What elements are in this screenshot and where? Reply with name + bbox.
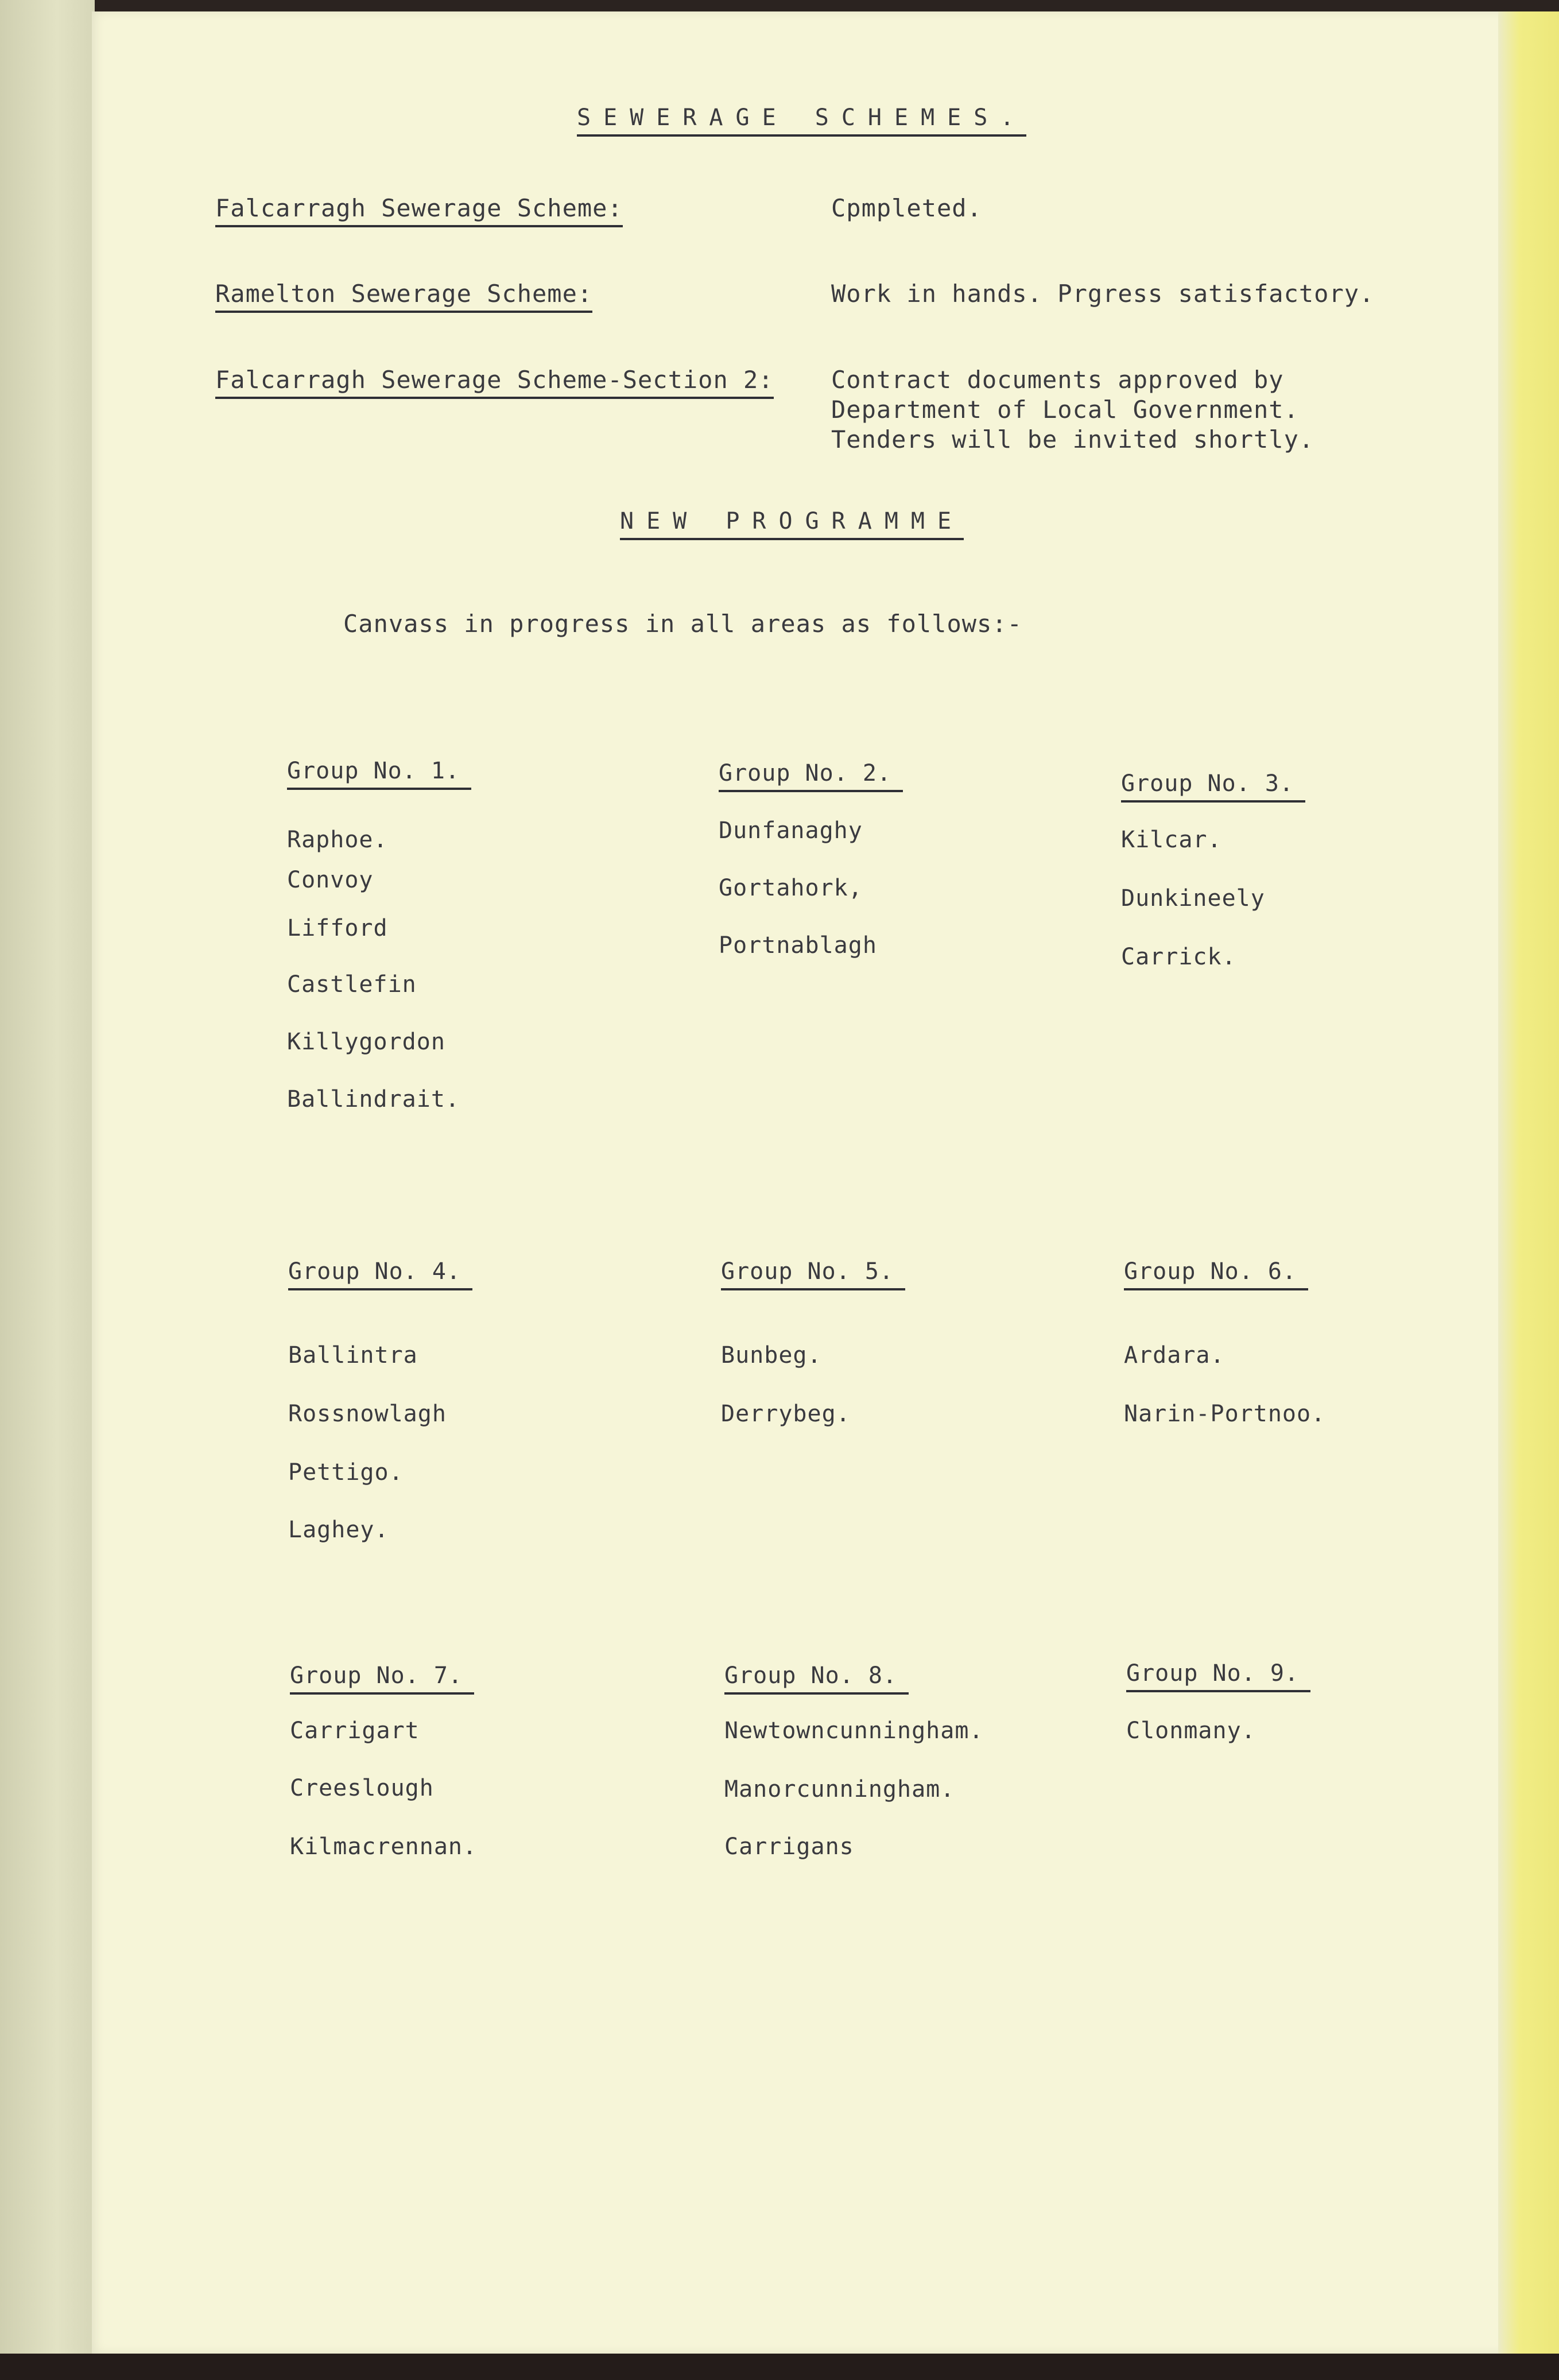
group-title-6: Group No. 6.	[1124, 1257, 1308, 1290]
place: Castlefin	[287, 971, 417, 998]
place: Pettigo.	[288, 1459, 404, 1486]
place: Derrybeg.	[721, 1401, 851, 1427]
sewerage-heading: SEWERAGE SCHEMES.	[577, 103, 1026, 137]
page-edge-right	[1498, 11, 1559, 2354]
scheme-name-3: Falcarragh Sewerage Scheme-Section 2:	[215, 366, 774, 399]
place: Rossnowlagh	[288, 1401, 447, 1427]
group-title-3: Group No. 3.	[1121, 769, 1305, 803]
place: Killygordon	[287, 1029, 445, 1055]
scheme-status-2: Work in hands. Prgress satisfactory.	[831, 280, 1375, 308]
place: Lifford	[287, 915, 388, 941]
place: Newtowncunningham.	[724, 1718, 984, 1744]
group-title-7: Group No. 7.	[290, 1661, 474, 1695]
group-title-1: Group No. 1.	[287, 757, 471, 790]
document-page	[92, 11, 1515, 2354]
programme-heading: NEW PROGRAMME	[620, 507, 964, 540]
place: Convoy	[287, 867, 374, 893]
place: Kilcar.	[1121, 827, 1222, 853]
place: Laghey.	[288, 1517, 389, 1543]
place: Bunbeg.	[721, 1342, 822, 1369]
programme-intro: Canvass in progress in all areas as follows:-	[343, 610, 1022, 638]
group-title-5: Group No. 5.	[721, 1257, 905, 1290]
place: Ardara.	[1124, 1342, 1225, 1369]
place: Carrigart	[290, 1718, 420, 1744]
place: Portnablagh	[719, 932, 877, 959]
scheme-status-1: Cpmpleted.	[831, 194, 982, 222]
group-title-8: Group No. 8.	[724, 1661, 909, 1695]
place: Dunfanaghy	[719, 817, 863, 844]
place: Carrick.	[1121, 944, 1236, 970]
scheme-status-3	[831, 366, 1314, 455]
scheme-name-2: Ramelton Sewerage Scheme:	[215, 280, 592, 313]
place: Creeslough	[290, 1775, 434, 1801]
place: Clonmany.	[1126, 1718, 1256, 1744]
scan-border-bottom	[0, 2354, 1559, 2380]
place: Gortahork,	[719, 875, 863, 901]
status-line: Contract documents approved by	[831, 366, 1284, 394]
place: Narin-Portnoo.	[1124, 1401, 1326, 1427]
group-title-9: Group No. 9.	[1126, 1659, 1310, 1692]
place: Manorcunningham.	[724, 1776, 955, 1803]
place: Dunkineely	[1121, 885, 1265, 912]
place: Raphoe.	[287, 827, 388, 853]
group-title-4: Group No. 4.	[288, 1257, 472, 1290]
place: Kilmacrennan.	[290, 1834, 478, 1860]
group-title-2: Group No. 2.	[719, 759, 903, 792]
place: Carrigans	[724, 1834, 854, 1860]
place: Ballindrait.	[287, 1086, 460, 1113]
status-line: Department of Local Government.	[831, 396, 1299, 424]
page-edge-left	[0, 0, 95, 2380]
status-line: Tenders will be invited shortly.	[831, 425, 1314, 453]
scheme-name-1: Falcarragh Sewerage Scheme:	[215, 194, 623, 227]
place: Ballintra	[288, 1342, 418, 1369]
